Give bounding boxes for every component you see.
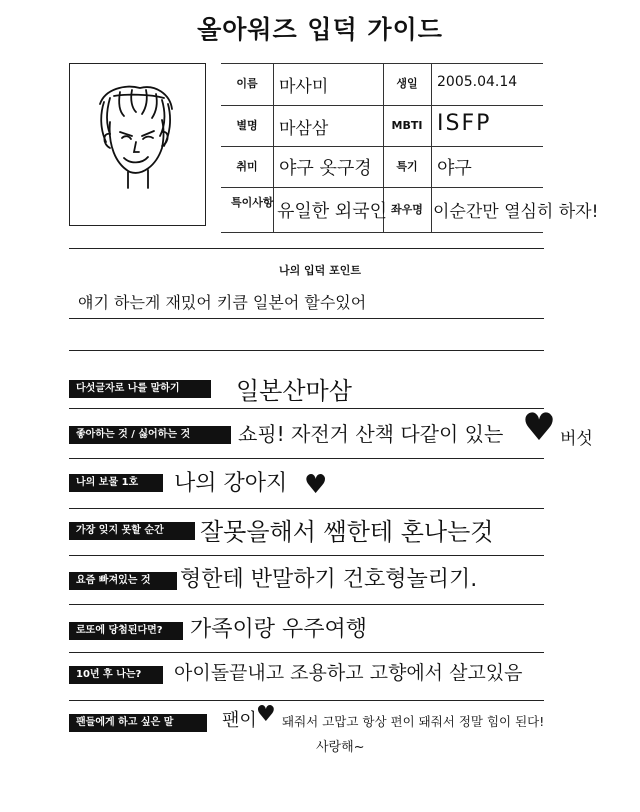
qa-label-to-fans: 팬들에게 하고 싶은 말 xyxy=(69,714,207,732)
qa-answer-treasure: 나의 강아지 xyxy=(174,471,288,496)
heart-icon: ♥ xyxy=(304,470,328,500)
mbti-value: ISFP xyxy=(437,111,492,136)
qa-answer-ten-years: 아이돌끝내고 조용하고 고향에서 살고있음 xyxy=(174,662,523,684)
qa-label-ten-years: 10년 후 나는? xyxy=(69,666,163,684)
qa-answer-to-fans-love: 사랑해~ xyxy=(316,740,365,755)
heart-icon: ♥ xyxy=(256,702,276,727)
skill-label: 특기 xyxy=(396,160,418,173)
qa-label-unforgettable: 가장 잊지 못할 순간 xyxy=(69,522,195,540)
motto-label: 좌우명 xyxy=(391,203,423,216)
qa-label-five-letters: 다섯글자로 나를 말하기 xyxy=(69,380,211,398)
qa-answer-lottery: 가족이랑 우주여행 xyxy=(190,617,368,642)
special-label: 특이사항 xyxy=(231,196,274,209)
motto-value: 이순간만 열심히 하자! xyxy=(433,202,599,222)
qa-answer-into-lately: 형한테 반말하기 건호형놀리기. xyxy=(180,567,478,592)
qa-label-lottery: 로또에 당첨된다면? xyxy=(69,622,183,640)
nickname-value: 마삼삼 xyxy=(279,119,329,139)
face-doodle-icon xyxy=(70,64,204,224)
qa-answer-five-letters: 일본산마삼 xyxy=(236,377,352,405)
name-label: 이름 xyxy=(236,77,258,90)
name-value: 마사미 xyxy=(279,77,329,97)
qa-answer-unforgettable: 잘못을해서 쌤한테 혼나는것 xyxy=(200,518,494,546)
qa-label-treasure: 나의 보물 1호 xyxy=(69,474,163,492)
qa-label-likes-dislikes: 좋아하는 것 / 싫어하는 것 xyxy=(69,426,231,444)
special-value: 유일한 외국인 xyxy=(277,201,388,222)
page-title: 올아워즈 입덕 가이드 xyxy=(197,15,443,44)
point-text: 얘기 하는게 재밌어 키큼 일본어 할수있어 xyxy=(78,293,367,312)
nickname-label: 별명 xyxy=(236,119,258,132)
qa-answer-dislikes: 버섯 xyxy=(560,429,593,449)
hobby-value: 야구 옷구경 xyxy=(279,158,372,179)
qa-label-into-lately: 요즘 빠져있는 것 xyxy=(69,572,177,590)
qa-answer-to-fans: 돼줘서 고맙고 항상 편이 돼줘서 정말 힘이 된다! xyxy=(282,714,545,729)
point-title: 나의 입덕 포인트 xyxy=(278,264,362,277)
qa-answer-to-fans-start: 팬이 xyxy=(222,710,257,731)
mbti-label: MBTI xyxy=(391,119,423,132)
profile-drawing xyxy=(69,63,206,226)
heart-icon: ♥ xyxy=(522,405,557,449)
skill-value: 야구 xyxy=(437,158,472,179)
birth-label: 생일 xyxy=(396,77,418,90)
qa-answer-likes: 쇼핑! 자전거 산책 다같이 있는 xyxy=(238,422,504,446)
birth-value: 2005.04.14 xyxy=(437,74,518,90)
hobby-label: 취미 xyxy=(236,160,258,173)
profile-table xyxy=(221,63,599,233)
